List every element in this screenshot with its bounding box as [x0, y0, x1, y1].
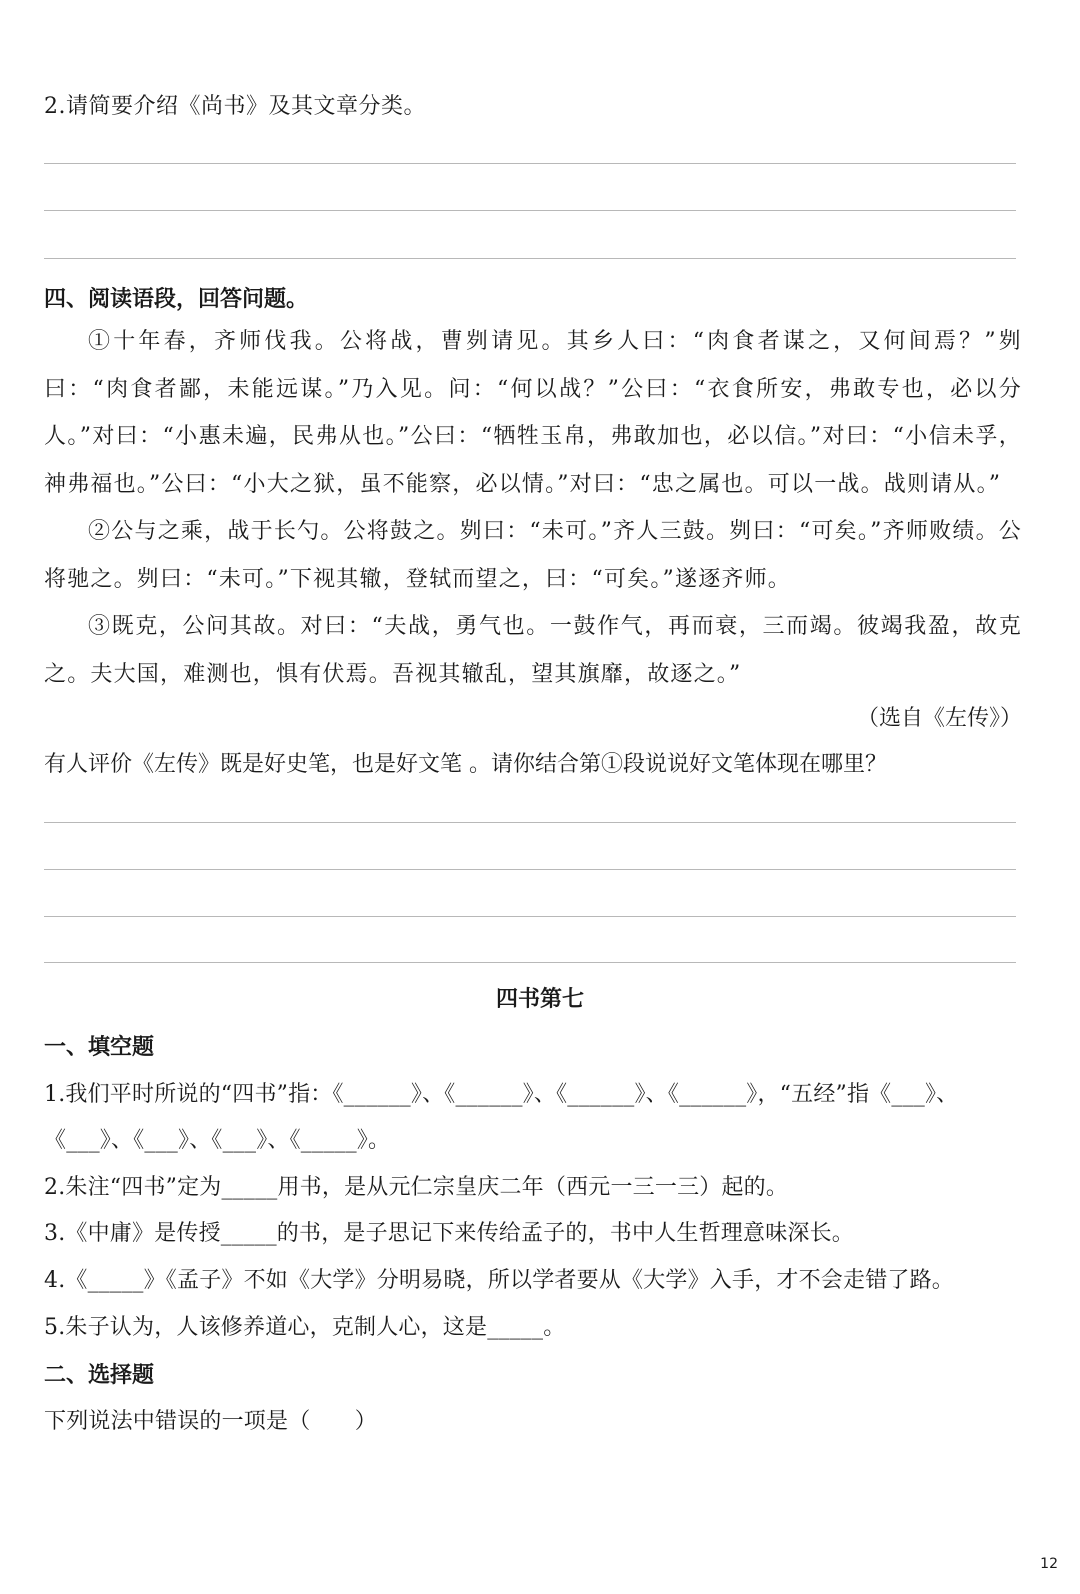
answer-line	[44, 210, 1016, 211]
reading-question: 有人评价《左传》既是好史笔，也是好文笔 。请你结合第①段说说好文笔体现在哪里？	[44, 752, 887, 777]
answer-line	[44, 822, 1016, 823]
choice-question-1: 下列说法中错误的一项是（ ）	[44, 1409, 378, 1434]
answer-line	[44, 869, 1016, 870]
passage-paragraph-2: ②公与之乘，战于长勺。公将鼓之。刿曰：“未可。”齐人三鼓。刿曰：“可矣。”齐师败绩。公将驰之。刿曰：“未可。”下视其辙，登轼而望之，曰：“可矣。”遂逐齐师。	[44, 519, 1022, 592]
chapter-title: 四书第七	[495, 986, 584, 1012]
section-heading-fill-blank: 一、填空题	[44, 1034, 155, 1060]
fill-question-1-line-2: 《___》、《___》、《___》、《_____》。	[44, 1128, 391, 1153]
reading-passage	[44, 318, 1022, 698]
fill-question-2: 2.朱注“四书”定为_____用书，是从元仁宗皇庆二年（西元一三一三）起的。	[44, 1175, 789, 1200]
fill-question-5: 5.朱子认为，人该修养道心，克制人心，这是_____。	[44, 1315, 566, 1340]
page-number: 12	[1040, 1556, 1058, 1572]
passage-paragraph-3: ③既克，公问其故。对曰：“夫战，勇气也。一鼓作气，再而衰，三而竭。彼竭我盈，故克之。夫大国，难测也，惧有伏焉。吾视其辙乱，望其旗靡，故逐之。”	[44, 614, 1022, 687]
passage-source: （选自《左传》）	[856, 706, 1022, 731]
answer-line	[44, 258, 1016, 259]
section-heading-choice: 二、选择题	[44, 1362, 155, 1388]
fill-question-4: 4.《_____》《孟子》不如《大学》分明易晓，所以学者要从《大学》入手，才不会走错了路。	[44, 1268, 954, 1293]
section-heading-reading: 四、阅读语段，回答问题。	[44, 286, 309, 312]
answer-line	[44, 163, 1016, 164]
fill-question-1-line-1: 1.我们平时所说的“四书”指：《______》、《______》、《______》、《______》，“五经”指《___》、	[44, 1082, 959, 1107]
answer-line	[44, 916, 1016, 917]
question-2: 2.请简要介绍《尚书》及其文章分类。	[44, 94, 426, 119]
fill-question-3: 3.《中庸》是传授_____的书，是子思记下来传给孟子的，书中人生哲理意味深长。	[44, 1221, 854, 1246]
passage-paragraph-1: ①十年春，齐师伐我。公将战，曹刿请见。其乡人曰：“肉食者谋之，又何间焉？”刿曰：“肉食者鄙，未能远谋。”乃入见。问：“何以战？”公曰：“衣食所安，弗敢专也，必以分人。”对曰：“小惠未遍，民弗从也。”公曰：“牺牲玉帛，弗敢加也，必以信。”对曰：“小信未孚，神弗福也。”公曰：“小大之狱，虽不能察，必以情。”对曰：“忠之属也。可以一战。战则请从。”	[44, 329, 1022, 497]
answer-line	[44, 962, 1016, 963]
